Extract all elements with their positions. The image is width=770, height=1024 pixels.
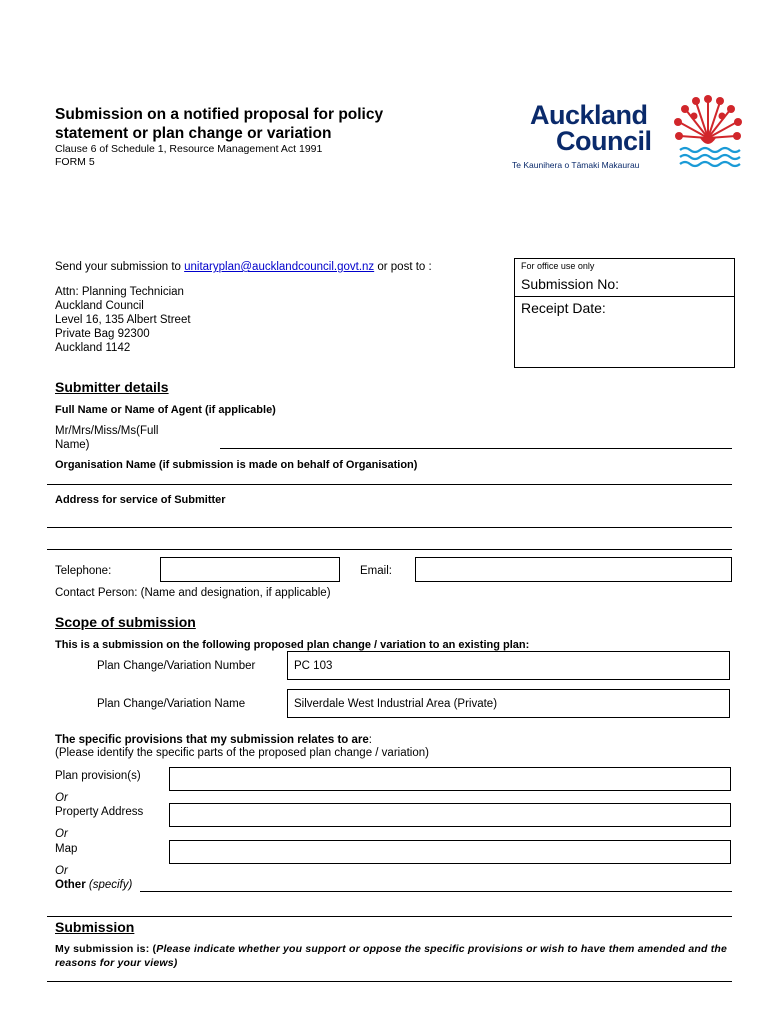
or-separator: Or: [55, 865, 68, 877]
logo-line2: Council: [556, 126, 652, 156]
or-separator: Or: [55, 792, 68, 804]
provisions-title-text: The specific provisions that my submission relates to are: [55, 734, 369, 746]
plan-change-number-field[interactable]: [287, 651, 730, 680]
address-line: Level 16, 135 Albert Street: [55, 314, 191, 326]
telephone-label: Telephone:: [55, 565, 112, 577]
specific-provisions-note: (Please identify the specific parts of the proposed plan change / variation): [55, 747, 429, 759]
or-separator: Or: [55, 828, 68, 840]
plan-change-number-label: Plan Change/Variation Number: [97, 660, 256, 672]
form-title-line2: statement or plan change or variation: [55, 125, 332, 142]
map-input[interactable]: [169, 840, 731, 864]
full-name-field[interactable]: [220, 448, 732, 449]
other-label-row: [55, 878, 132, 892]
form-title-line1: Submission on a notified proposal for policy: [55, 106, 384, 123]
clause-reference: Clause 6 of Schedule 1, Resource Management Act 1991: [55, 143, 323, 155]
title-name-label: Mr/Mrs/Miss/Ms(Full Name): [55, 425, 159, 451]
organisation-label: Organisation Name (if submission is made on behalf of Organisation): [55, 459, 418, 471]
plan-provisions-label: Plan provision(s): [55, 770, 141, 782]
submission-instruction: [55, 942, 730, 970]
full-name-label: Full Name or Name of Agent (if applicable): [55, 404, 276, 416]
other-field[interactable]: [140, 891, 732, 892]
auckland-council-logo: [512, 94, 742, 174]
logo-line1: Auckland: [530, 100, 648, 130]
submitter-details-heading: Submitter details: [55, 379, 169, 395]
plan-change-number-value: PC 103: [294, 659, 333, 672]
send-prefix: Send your submission to: [55, 261, 185, 273]
specific-provisions-title: [55, 733, 372, 747]
logo-tagline: Te Kaunihera o Tāmaki Makaurau: [512, 160, 640, 170]
section-divider: [47, 916, 732, 917]
email-input[interactable]: [415, 557, 732, 582]
contact-person-label: Contact Person: (Name and designation, if applicable): [55, 587, 331, 599]
office-divider: [515, 296, 734, 297]
organisation-field[interactable]: [47, 484, 732, 485]
submission-heading: Submission: [55, 919, 135, 935]
receipt-date-label: Receipt Date:: [521, 300, 606, 316]
scope-heading: Scope of submission: [55, 614, 196, 630]
form-number: FORM 5: [55, 156, 95, 168]
address-line: Attn: Planning Technician: [55, 286, 184, 298]
submission-email-link[interactable]: unitaryplan@aucklandcouncil.govt.nz: [184, 261, 375, 273]
telephone-input[interactable]: [160, 557, 340, 582]
office-use-box: [514, 258, 735, 368]
submission-instruction-text: Please indicate whether you support or oppose the specific provisions or wish to have them amended and the reasons for your views): [55, 943, 728, 969]
submission-prefix: My submission is: (: [55, 943, 157, 955]
address-line: Private Bag 92300: [55, 328, 150, 340]
postal-address: [55, 285, 191, 355]
property-address-input[interactable]: [169, 803, 731, 827]
address-line: Auckland 1142: [55, 342, 131, 354]
other-label: Other: [55, 879, 86, 891]
pohutukawa-flower-icon: [674, 94, 742, 174]
office-use-label: For office use only: [521, 261, 595, 271]
submission-no-label: Submission No:: [521, 276, 620, 292]
plan-change-name-value: Silverdale West Industrial Area (Private): [294, 697, 498, 710]
address-for-service-label: Address for service of Submitter: [55, 494, 226, 506]
email-label: Email:: [360, 565, 392, 577]
address-line: Auckland Council: [55, 300, 144, 312]
send-instructions: [55, 260, 432, 274]
other-specify: (specify): [85, 879, 133, 891]
plan-change-name-label: Plan Change/Variation Name: [97, 698, 246, 710]
scope-intro: This is a submission on the following proposed plan change / variation to an existing plan:: [55, 639, 530, 651]
send-suffix: or post to :: [374, 261, 432, 273]
property-address-label: Property Address: [55, 806, 144, 818]
plan-provisions-input[interactable]: [169, 767, 731, 791]
address-field-line-2[interactable]: [47, 549, 732, 550]
plan-change-name-field[interactable]: [287, 689, 730, 718]
submission-field-line[interactable]: [47, 981, 732, 982]
address-field-line-1[interactable]: [47, 527, 732, 528]
map-label: Map: [55, 843, 78, 855]
provisions-title-colon: :: [368, 734, 372, 746]
